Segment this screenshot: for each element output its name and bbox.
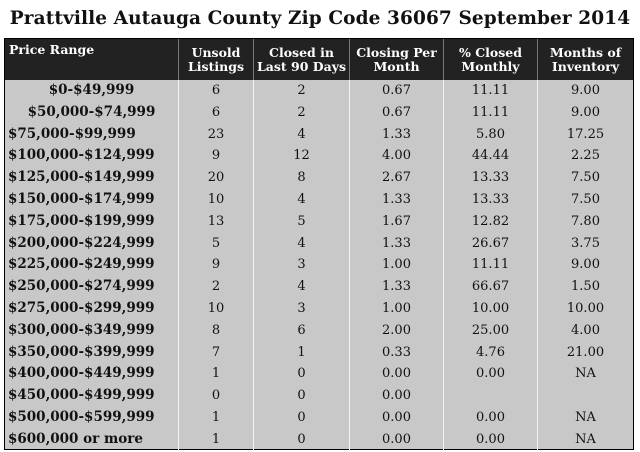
closing-per-month-cell: 1.00 bbox=[350, 298, 444, 320]
closed-90-days-cell: 4 bbox=[254, 276, 350, 298]
closed-90-days-cell: 3 bbox=[254, 254, 350, 276]
months-inventory-cell: 7.80 bbox=[571, 213, 600, 229]
months-inventory-cell: 4.00 bbox=[571, 322, 600, 338]
months-inventory-cell: NA bbox=[575, 431, 596, 447]
closed-90-days-cell: 4 bbox=[254, 124, 350, 146]
pct-closed-cell: 66.67 bbox=[444, 276, 538, 298]
closed-90-days-cell: 8 bbox=[254, 167, 350, 189]
price-range-cell: $175,000-$199,999 bbox=[5, 211, 179, 233]
table-row bbox=[5, 363, 633, 385]
months-inventory-cell: 10.00 bbox=[566, 300, 605, 316]
header-closed-90-days: Closed in Last 90 Days bbox=[254, 39, 350, 80]
months-inventory-cell: NA bbox=[575, 409, 596, 425]
months-inventory-cell: NA bbox=[575, 366, 596, 382]
unsold-listings-cell: 5 bbox=[179, 233, 254, 255]
price-range-cell: $200,000-$224,999 bbox=[5, 233, 179, 255]
closed-90-days-cell: 4 bbox=[254, 233, 350, 255]
closed-90-days-cell: 3 bbox=[254, 298, 350, 320]
table-row bbox=[5, 320, 633, 342]
closed-90-days-cell: 2 bbox=[254, 80, 350, 102]
months-inventory-cell: 7.50 bbox=[571, 170, 600, 186]
unsold-listings-cell: 8 bbox=[179, 320, 254, 342]
table-row bbox=[5, 429, 633, 451]
table-row bbox=[5, 342, 633, 364]
unsold-listings-cell: 7 bbox=[179, 342, 254, 364]
pct-closed-cell: 5.80 bbox=[444, 124, 538, 146]
pct-closed-cell: 10.00 bbox=[444, 298, 538, 320]
unsold-listings-cell: 13 bbox=[179, 211, 254, 233]
table-header-row bbox=[5, 39, 633, 80]
closing-per-month-cell: 1.33 bbox=[350, 276, 444, 298]
unsold-listings-cell: 1 bbox=[179, 363, 254, 385]
closing-per-month-cell: 1.33 bbox=[350, 233, 444, 255]
closing-per-month-cell: 0.00 bbox=[350, 385, 444, 407]
table-row bbox=[5, 102, 633, 124]
price-range-cell: $350,000-$399,999 bbox=[5, 342, 179, 364]
closing-per-month-cell: 1.00 bbox=[350, 254, 444, 276]
closing-per-month-cell: 0.00 bbox=[350, 363, 444, 385]
price-range-cell: $100,000-$124,999 bbox=[5, 145, 179, 167]
months-inventory-cell: 9.00 bbox=[571, 104, 600, 120]
closing-per-month-cell: 0.33 bbox=[350, 342, 444, 364]
unsold-listings-cell: 10 bbox=[179, 298, 254, 320]
unsold-listings-cell: 9 bbox=[179, 145, 254, 167]
months-inventory-cell: 9.00 bbox=[571, 83, 600, 98]
pct-closed-cell: 44.44 bbox=[444, 145, 538, 167]
table-row bbox=[5, 233, 633, 255]
pct-closed-cell bbox=[444, 385, 538, 407]
closing-per-month-cell: 1.67 bbox=[350, 211, 444, 233]
unsold-listings-cell: 6 bbox=[179, 102, 254, 124]
closing-per-month-cell: 1.33 bbox=[350, 189, 444, 211]
pct-closed-cell: 0.00 bbox=[444, 429, 538, 451]
table-body bbox=[5, 80, 633, 451]
months-inventory-cell: 1.50 bbox=[571, 279, 600, 295]
table-row bbox=[5, 254, 633, 276]
closing-per-month-cell: 2.67 bbox=[350, 167, 444, 189]
months-inventory-cell bbox=[538, 385, 633, 407]
months-inventory-cell: 17.25 bbox=[566, 126, 605, 142]
closed-90-days-cell: 2 bbox=[254, 102, 350, 124]
price-range-cell: $75,000-$99,999 bbox=[5, 124, 179, 146]
closing-per-month-cell: 0.00 bbox=[350, 407, 444, 429]
header-closing-per-month: Closing Per Month bbox=[350, 39, 444, 80]
months-inventory-cell: 21.00 bbox=[566, 344, 605, 360]
table-row bbox=[5, 407, 633, 429]
pct-closed-cell: 11.11 bbox=[444, 102, 538, 124]
price-range-cell: $500,000-$599,999 bbox=[5, 407, 179, 429]
price-range-cell: $400,000-$449,999 bbox=[5, 363, 179, 385]
pct-closed-cell: 0.00 bbox=[444, 407, 538, 429]
table-row bbox=[5, 385, 633, 407]
pct-closed-cell: 26.67 bbox=[444, 233, 538, 255]
table-row bbox=[5, 298, 633, 320]
closed-90-days-cell: 0 bbox=[254, 385, 350, 407]
table-row bbox=[5, 145, 633, 167]
pct-closed-cell: 11.11 bbox=[444, 254, 538, 276]
unsold-listings-cell: 0 bbox=[179, 385, 254, 407]
unsold-listings-cell: 2 bbox=[179, 276, 254, 298]
page-title: Prattville Autauga County Zip Code 36067 September 2014 bbox=[9, 8, 631, 29]
price-range-cell: $150,000-$174,999 bbox=[5, 189, 179, 211]
price-range-cell: $225,000-$249,999 bbox=[5, 254, 179, 276]
closed-90-days-cell: 0 bbox=[254, 429, 350, 451]
pct-closed-cell: 11.11 bbox=[444, 80, 538, 102]
table-row bbox=[5, 124, 633, 146]
closed-90-days-cell: 1 bbox=[254, 342, 350, 364]
price-range-cell: $275,000-$299,999 bbox=[5, 298, 179, 320]
unsold-listings-cell: 9 bbox=[179, 254, 254, 276]
unsold-listings-cell: 10 bbox=[179, 189, 254, 211]
unsold-listings-cell: 23 bbox=[179, 124, 254, 146]
price-range-cell: $250,000-$274,999 bbox=[5, 276, 179, 298]
months-inventory-cell: 2.25 bbox=[571, 148, 600, 164]
table-row bbox=[5, 80, 633, 102]
closed-90-days-cell: 5 bbox=[254, 211, 350, 233]
closed-90-days-cell: 0 bbox=[254, 363, 350, 385]
pct-closed-cell: 4.76 bbox=[444, 342, 538, 364]
table-row bbox=[5, 167, 633, 189]
table-row bbox=[5, 276, 633, 298]
table-row bbox=[5, 211, 633, 233]
table-row bbox=[5, 189, 633, 211]
unsold-listings-cell: 20 bbox=[179, 167, 254, 189]
closing-per-month-cell: 0.00 bbox=[350, 429, 444, 451]
header-pct-closed-monthly: % Closed Monthly bbox=[444, 39, 538, 80]
unsold-listings-cell: 1 bbox=[179, 407, 254, 429]
price-range-cell: $0-$49,999 bbox=[5, 80, 179, 102]
closing-per-month-cell: 0.67 bbox=[350, 102, 444, 124]
price-range-cell: $600,000 or more bbox=[5, 429, 179, 451]
header-price-range: Price Range bbox=[5, 39, 179, 80]
price-range-cell: $300,000-$349,999 bbox=[5, 320, 179, 342]
months-inventory-cell: 9.00 bbox=[571, 257, 600, 273]
closing-per-month-cell: 2.00 bbox=[350, 320, 444, 342]
price-range-cell: $125,000-$149,999 bbox=[5, 167, 179, 189]
months-inventory-cell: 7.50 bbox=[571, 191, 600, 207]
pct-closed-cell: 25.00 bbox=[444, 320, 538, 342]
price-range-cell: $50,000-$74,999 bbox=[5, 102, 179, 124]
unsold-listings-cell: 6 bbox=[179, 80, 254, 102]
pct-closed-cell: 13.33 bbox=[444, 167, 538, 189]
inventory-table bbox=[4, 38, 634, 450]
header-months-inventory: Months of Inventory bbox=[549, 44, 622, 74]
closed-90-days-cell: 6 bbox=[254, 320, 350, 342]
pct-closed-cell: 13.33 bbox=[444, 189, 538, 211]
price-range-cell: $450,000-$499,999 bbox=[5, 385, 179, 407]
closing-per-month-cell: 4.00 bbox=[350, 145, 444, 167]
months-inventory-cell: 3.75 bbox=[571, 235, 600, 251]
pct-closed-cell: 0.00 bbox=[444, 363, 538, 385]
closing-per-month-cell: 1.33 bbox=[350, 124, 444, 146]
closed-90-days-cell: 12 bbox=[254, 145, 350, 167]
closed-90-days-cell: 4 bbox=[254, 189, 350, 211]
closed-90-days-cell: 0 bbox=[254, 407, 350, 429]
header-unsold-listings: Unsold Listings bbox=[179, 39, 254, 80]
unsold-listings-cell: 1 bbox=[179, 429, 254, 451]
closing-per-month-cell: 0.67 bbox=[350, 80, 444, 102]
pct-closed-cell: 12.82 bbox=[444, 211, 538, 233]
